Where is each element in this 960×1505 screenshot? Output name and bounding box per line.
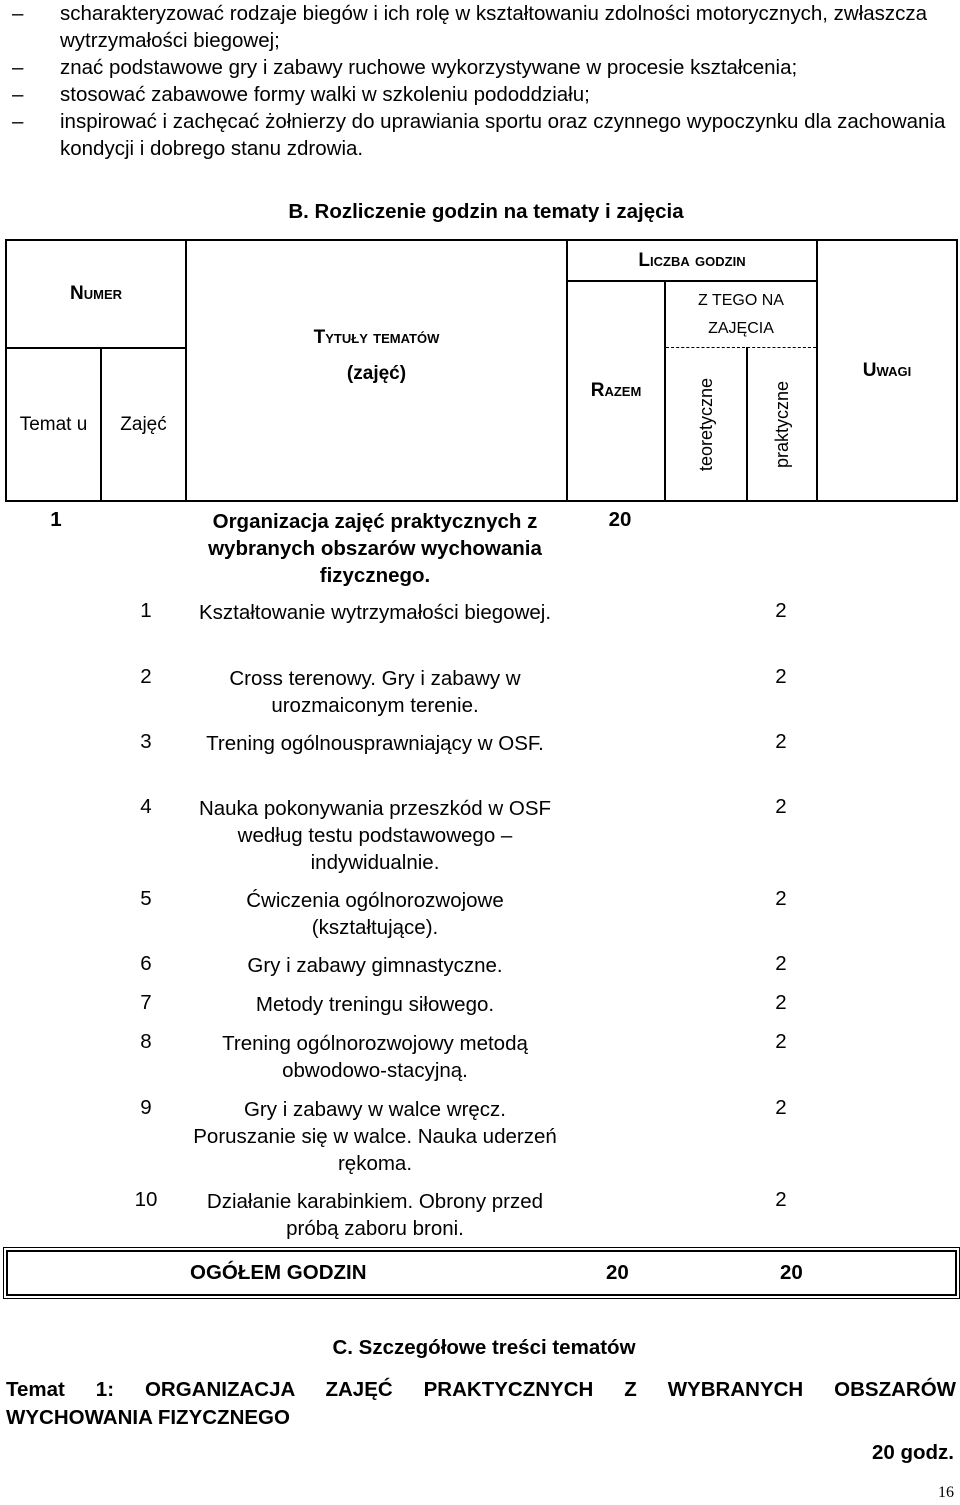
lesson-praktyczne: 2 bbox=[775, 1030, 787, 1053]
lesson-number: 4 bbox=[140, 795, 152, 818]
lesson-praktyczne: 2 bbox=[775, 665, 787, 688]
header-tytuly-text: Tytuły tematów bbox=[313, 326, 440, 348]
dash-marker: – bbox=[12, 2, 24, 25]
lesson-title: Cross terenowy. Gry i zabawy w urozmaiconym terenie. bbox=[229, 667, 521, 717]
objective-text: znać podstawowe gry i zabawy ruchowe wykorzystywane w procesie kształcenia; bbox=[60, 56, 798, 79]
section-b-text: B. Rozliczenie godzin na tematy i zajęcia bbox=[288, 200, 684, 223]
lesson-title: Trening ogólnorozwojowy metodą obwodowo-stacyjną. bbox=[222, 1032, 528, 1082]
hours-label: 20 godz. bbox=[871, 1441, 954, 1464]
lesson-number: 7 bbox=[140, 991, 152, 1014]
topic-number: 1 bbox=[50, 508, 62, 531]
lesson-praktyczne: 2 bbox=[775, 1096, 787, 1119]
objective-item bbox=[12, 54, 956, 81]
section-c-text: C. Szczegółowe treści tematów bbox=[332, 1336, 636, 1359]
lesson-number: 10 bbox=[134, 1188, 158, 1211]
total-label: OGÓŁEM GODZIN bbox=[190, 1261, 367, 1284]
lesson-title: Gry i zabawy w walce wręcz. Poruszanie się w walce. Nauka uderzeń rękoma. bbox=[193, 1098, 557, 1175]
objective-item bbox=[12, 81, 956, 108]
lesson-title: Metody treningu siłowego. bbox=[255, 993, 495, 1016]
dash-marker: – bbox=[12, 56, 24, 79]
lesson-praktyczne: 2 bbox=[775, 795, 787, 818]
page-number: 16 bbox=[938, 1484, 954, 1501]
header-tytuly bbox=[187, 241, 566, 500]
lesson-title: Nauka pokonywania przeszkód w OSF według testu podstawowego – indywidualnie. bbox=[198, 797, 552, 874]
objective-text: scharakteryzować rodzaje biegów i ich rolę w kształtowaniu zdolności motorycznych, zwłaszcza wytrzymałości biegowej; bbox=[60, 2, 928, 52]
objectives-list bbox=[12, 0, 956, 162]
topic-razem: 20 bbox=[608, 508, 632, 531]
topic-title: Organizacja zajęć praktycznych z wybranych obszarów wychowania fizycznego. bbox=[208, 510, 542, 587]
lesson-praktyczne: 2 bbox=[775, 991, 787, 1014]
header-z-tego-text: Z TEGO NA bbox=[698, 291, 784, 309]
header-zajec: Zajęć bbox=[120, 413, 167, 435]
total-row bbox=[6, 1250, 957, 1296]
objective-text: stosować zabawowe formy walki w szkoleniu pododdziału; bbox=[60, 83, 590, 106]
lesson-number: 5 bbox=[140, 887, 152, 910]
lesson-title: Trening ogólnousprawniający w OSF. bbox=[206, 732, 544, 755]
temat-heading-line1: Temat 1: ORGANIZACJA ZAJĘĆ PRAKTYCZNYCH Z WYBRANYCH OBSZARÓW bbox=[6, 1378, 956, 1401]
header-numer: Numer bbox=[70, 283, 122, 304]
header-praktyczne bbox=[748, 349, 816, 500]
lesson-praktyczne: 2 bbox=[775, 730, 787, 753]
lesson-title: Kształtowanie wytrzymałości biegowej. bbox=[198, 601, 552, 624]
lesson-title: Ćwiczenia ogólnorozwojowe (kształtujące). bbox=[246, 889, 504, 939]
total-praktyczne: 20 bbox=[780, 1261, 803, 1284]
lesson-number: 8 bbox=[140, 1030, 152, 1053]
lesson-number: 2 bbox=[140, 665, 152, 688]
lesson-praktyczne: 2 bbox=[775, 599, 787, 622]
dash-marker: – bbox=[12, 110, 24, 133]
lesson-praktyczne: 2 bbox=[775, 887, 787, 910]
dash-marker: – bbox=[12, 83, 24, 106]
header-zajec-paren: (zajęć) bbox=[346, 362, 407, 384]
total-razem: 20 bbox=[606, 1261, 629, 1284]
objective-item bbox=[12, 0, 956, 54]
dashed-divider bbox=[666, 347, 816, 348]
lesson-title: Działanie karabinkiem. Obrony przed próbą zaboru broni. bbox=[206, 1190, 544, 1240]
header-z-tego bbox=[666, 282, 816, 347]
lesson-number: 9 bbox=[140, 1096, 152, 1119]
objective-text: inspirować i zachęcać żołnierzy do uprawiania sportu oraz czynnego wypoczynku dla zachowania kondycji i dobrego stanu zdrowia. bbox=[60, 110, 946, 160]
border-right bbox=[956, 239, 958, 502]
table-header bbox=[5, 239, 958, 502]
header-teoretyczne bbox=[666, 349, 746, 500]
header-razem: Razem bbox=[590, 380, 642, 401]
header-praktyczne-text: praktyczne bbox=[771, 380, 792, 469]
header-zajecia-text: ZAJĘCIA bbox=[708, 319, 774, 337]
lesson-number: 3 bbox=[140, 730, 152, 753]
lesson-praktyczne: 2 bbox=[775, 952, 787, 975]
objective-item bbox=[12, 108, 956, 162]
section-c-heading bbox=[0, 1336, 960, 1360]
header-uwagi: Uwagi bbox=[862, 359, 912, 381]
section-b-heading bbox=[0, 200, 960, 224]
temat-heading-line2: WYCHOWANIA FIZYCZNEGO bbox=[6, 1406, 290, 1429]
lesson-number: 6 bbox=[140, 952, 152, 975]
lesson-title: Gry i zabawy gimnastyczne. bbox=[247, 954, 503, 977]
temat-heading bbox=[6, 1376, 956, 1432]
lesson-praktyczne: 2 bbox=[775, 1188, 787, 1211]
header-temat: Temat u bbox=[19, 414, 88, 435]
lesson-number: 1 bbox=[140, 599, 152, 622]
header-teoretyczne-text: teoretyczne bbox=[695, 377, 716, 472]
header-liczba-godzin: Liczba godzin bbox=[638, 249, 746, 271]
